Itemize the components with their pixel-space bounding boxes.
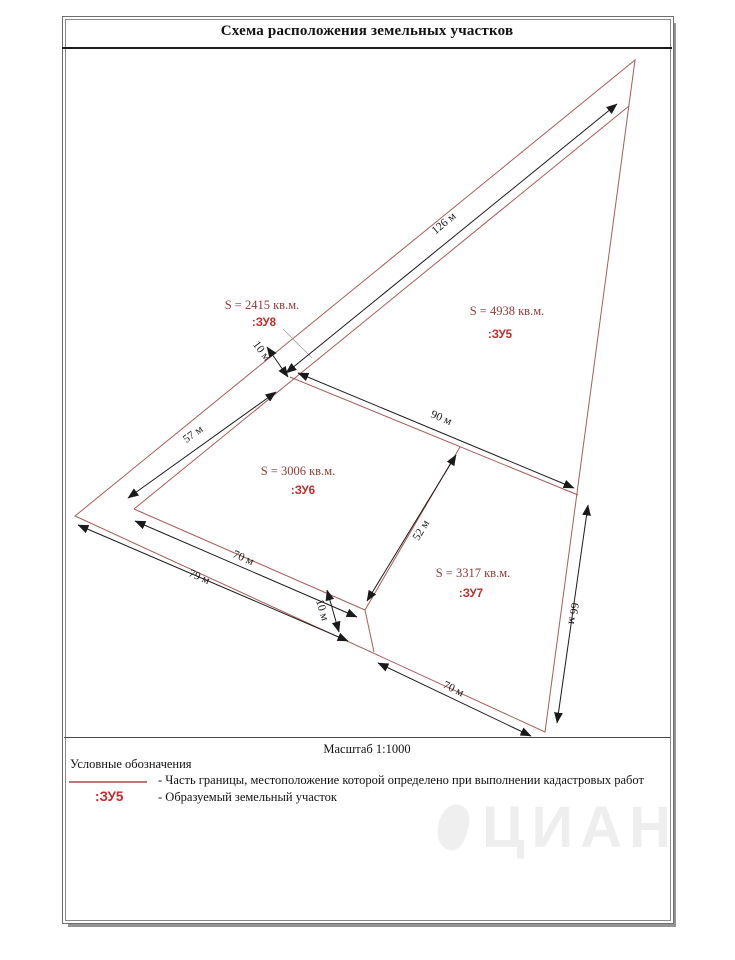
dim-label-90m: 90 м <box>428 408 454 428</box>
scale-label: Масштаб 1:1000 <box>323 742 411 756</box>
outer-boundary-triangle <box>75 60 635 732</box>
dim-label-57m: 57 м <box>180 423 206 446</box>
dim-line-79m <box>78 525 348 641</box>
dim-line-126m <box>286 104 617 373</box>
boundary-connector <box>365 610 374 652</box>
dim-label-79m: 79 м <box>186 567 212 588</box>
legend-heading: Условные обозначения <box>70 757 192 771</box>
parcel-zu8-area-label: S = 2415 кв.м. <box>224 298 300 312</box>
dim-label-70m-inner: 70 м <box>230 548 256 569</box>
parcel-zu6-area-label: S = 3006 кв.м. <box>260 464 336 478</box>
dim-label-52m: 52 м <box>410 518 433 543</box>
dim-label-126m: 126 м <box>429 210 459 238</box>
dim-label-66m: 66 м <box>565 601 581 625</box>
page-title: Схема расположения земельных участков <box>220 23 514 39</box>
dim-label-10m-top: 10 м <box>250 338 273 364</box>
parcel-zu8-id-label: :ЗУ8 <box>251 317 277 329</box>
parcel-zu5-id-label: :ЗУ5 <box>487 329 513 341</box>
dim-line-70m-bottom <box>378 663 531 736</box>
parcel-zu7-id-label: :ЗУ7 <box>458 588 484 600</box>
legend-parcel-description: - Образуемый земельный участок <box>158 790 337 804</box>
strip-boundary-line <box>134 106 629 509</box>
dim-line-57m <box>128 392 276 498</box>
legend-parcel-symbol: :ЗУ5 <box>95 789 124 804</box>
legend-boundary-description: - Часть границы, местоположение которой определено при выполнении кадастровых работ <box>158 773 644 787</box>
footer-separator-line <box>64 737 670 738</box>
dim-label-70m-bottom: 70 м <box>440 679 466 700</box>
parcel-zu6-id-label: :ЗУ6 <box>290 485 316 497</box>
dim-line-90m <box>298 373 574 488</box>
parcel-zu5-area-label: S = 4938 кв.м. <box>469 304 545 318</box>
parcel-zu7-area-label: S = 3317 кв.м. <box>435 566 511 580</box>
dim-label-10m-bottom: 10 м <box>312 598 331 623</box>
legend-boundary-line-sample <box>69 781 147 783</box>
